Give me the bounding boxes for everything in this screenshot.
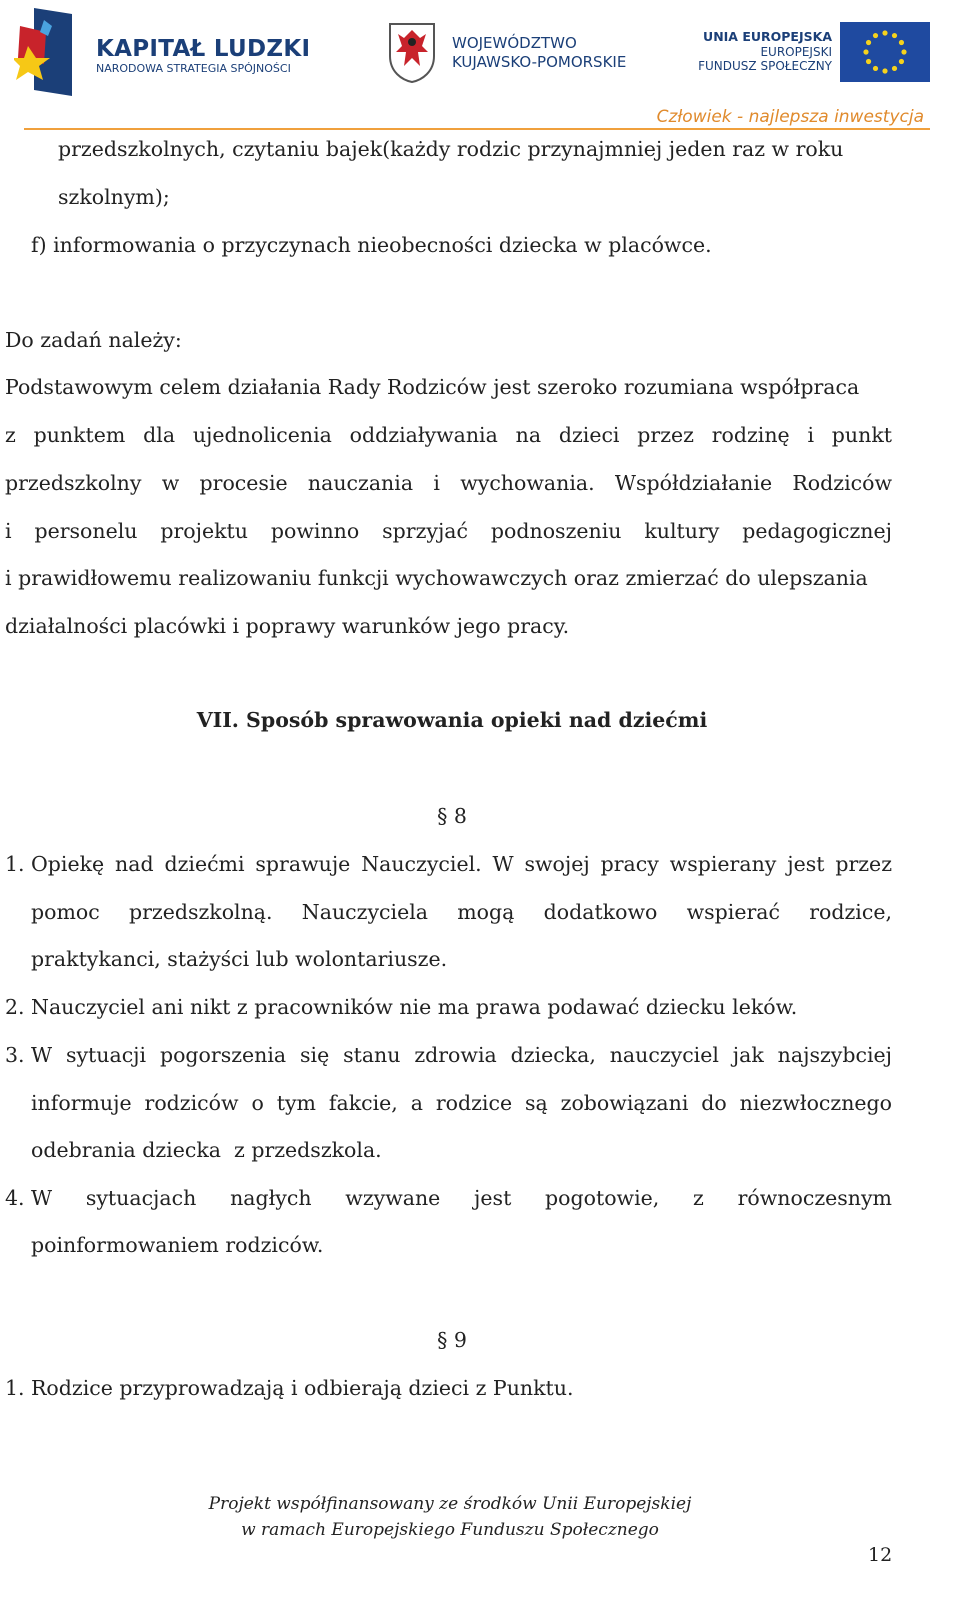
list-item-1-line-1: Opiekę nad dziećmi sprawuje Nauczyciel. W swojej pracy wspierany jest przez [31,852,892,876]
voivodeship-text [452,34,626,72]
paragraph-line-4: i personelu projektu powinno sprzyjać podnoszeniu kultury pedagogicznej [5,519,892,543]
eu-star-icon [899,40,904,45]
paragraph-8-sign: § 8 [437,804,467,828]
list-item-number: 3. [5,1043,25,1067]
page-header [0,0,960,135]
list-item-number: 4. [5,1186,25,1210]
paragraph-9-sign: § 9 [437,1328,467,1352]
eu-star-icon [863,49,868,54]
list-item-number: 1. [5,852,25,876]
paragraph-line-6: działalności placówki i poprawy warunków jego pracy. [5,614,570,638]
kapital-ludzki-logo-icon [14,6,76,98]
eu-line3: FUNDUSZ SPOŁECZNY [698,59,832,73]
voivodeship-line2: KUJAWSKO-POMORSKIE [452,53,627,71]
kapital-ludzki-subtitle: NARODOWA STRATEGIA SPÓJNOŚCI [96,62,291,75]
list-item-number: 1. [5,1376,25,1400]
list-item-3-line-2: informuje rodziców o tym fakcie, a rodzice są zobowiązani do niezwłocznego [31,1091,892,1115]
eu-star-icon [892,66,897,71]
page-number: 12 [868,1544,893,1566]
eu-line2: EUROPEJSKI [760,45,832,59]
footer-line-1: Projekt współfinansowany ze środków Unii Europejskiej [208,1494,692,1514]
voivodeship-line1: WOJEWÓDZTWO [452,34,577,52]
paragraph-line-2: z punktem dla ujednolicenia oddziaływania na dzieci przez rodzinę i punkt [5,423,892,447]
slogan: Człowiek - najlepsza inwestycja [656,107,924,127]
continuation-line-1: przedszkolnych, czytaniu bajek(każdy rodzic przynajmniej jeden raz w roku [58,137,844,161]
eu-star-icon [899,59,904,64]
footer-line-2: w ramach Europejskiego Funduszu Społecznego [241,1520,659,1540]
paragraph-line-1: Podstawowym celem działania Rady Rodziców jest szeroko rozumiana współpraca [5,375,860,399]
list-item-3-line-1: W sytuacji pogorszenia się stanu zdrowia dziecka, nauczyciel jak najszybciej [31,1043,892,1067]
list-item-number: 2. [5,995,25,1019]
list-item-4-line-2: poinformowaniem rodziców. [31,1233,324,1257]
paragraph-line-5: i prawidłowemu realizowaniu funkcji wychowawczych oraz zmierzać do ulepszania [5,566,868,590]
paragraph-line-3: przedszkolny w procesie nauczania i wychowania. Współdziałanie Rodziców [5,471,892,495]
list-item-9-1-line-1: Rodzice przyprowadzają i odbierają dzieci z Punktu. [31,1376,574,1400]
kapital-ludzki-text [96,36,310,76]
eu-star-icon [882,30,887,35]
section-title: VII. Sposób sprawowania opieki nad dziećmi [196,708,708,732]
continuation-line-2: szkolnym); [58,185,170,209]
eu-star-icon [866,59,871,64]
kapital-ludzki-title: KAPITAŁ LUDZKI [96,36,311,62]
list-item-f: f) informowania o przyczynach nieobecności dziecka w placówce. [31,233,712,257]
list-item-2-line-1: Nauczyciel ani nikt z pracowników nie ma prawa podawać dziecku leków. [31,995,798,1019]
list-item-1-line-3: praktykanci, stażyści lub wolontariusze. [31,947,448,971]
eu-star-icon [882,68,887,73]
eu-text [680,29,832,73]
header-divider [24,128,930,130]
eu-star-icon [873,33,878,38]
tasks-heading: Do zadań należy: [5,328,182,352]
eu-flag-icon [840,22,930,82]
eu-line1: UNIA EUROPEJSKA [703,29,832,44]
list-item-1-line-2: pomoc przedszkolną. Nauczyciela mogą dodatkowo wspierać rodzice, [31,900,892,924]
voivodeship-coat-of-arms-icon [386,20,438,84]
eu-star-icon [866,40,871,45]
list-item-4-line-1: W sytuacjach nagłych wzywane jest pogotowie, z równoczesnym [31,1186,892,1210]
list-item-3-line-3: odebrania dziecka z przedszkola. [31,1138,382,1162]
eu-star-icon [901,49,906,54]
eu-star-icon [892,33,897,38]
eu-star-icon [873,66,878,71]
